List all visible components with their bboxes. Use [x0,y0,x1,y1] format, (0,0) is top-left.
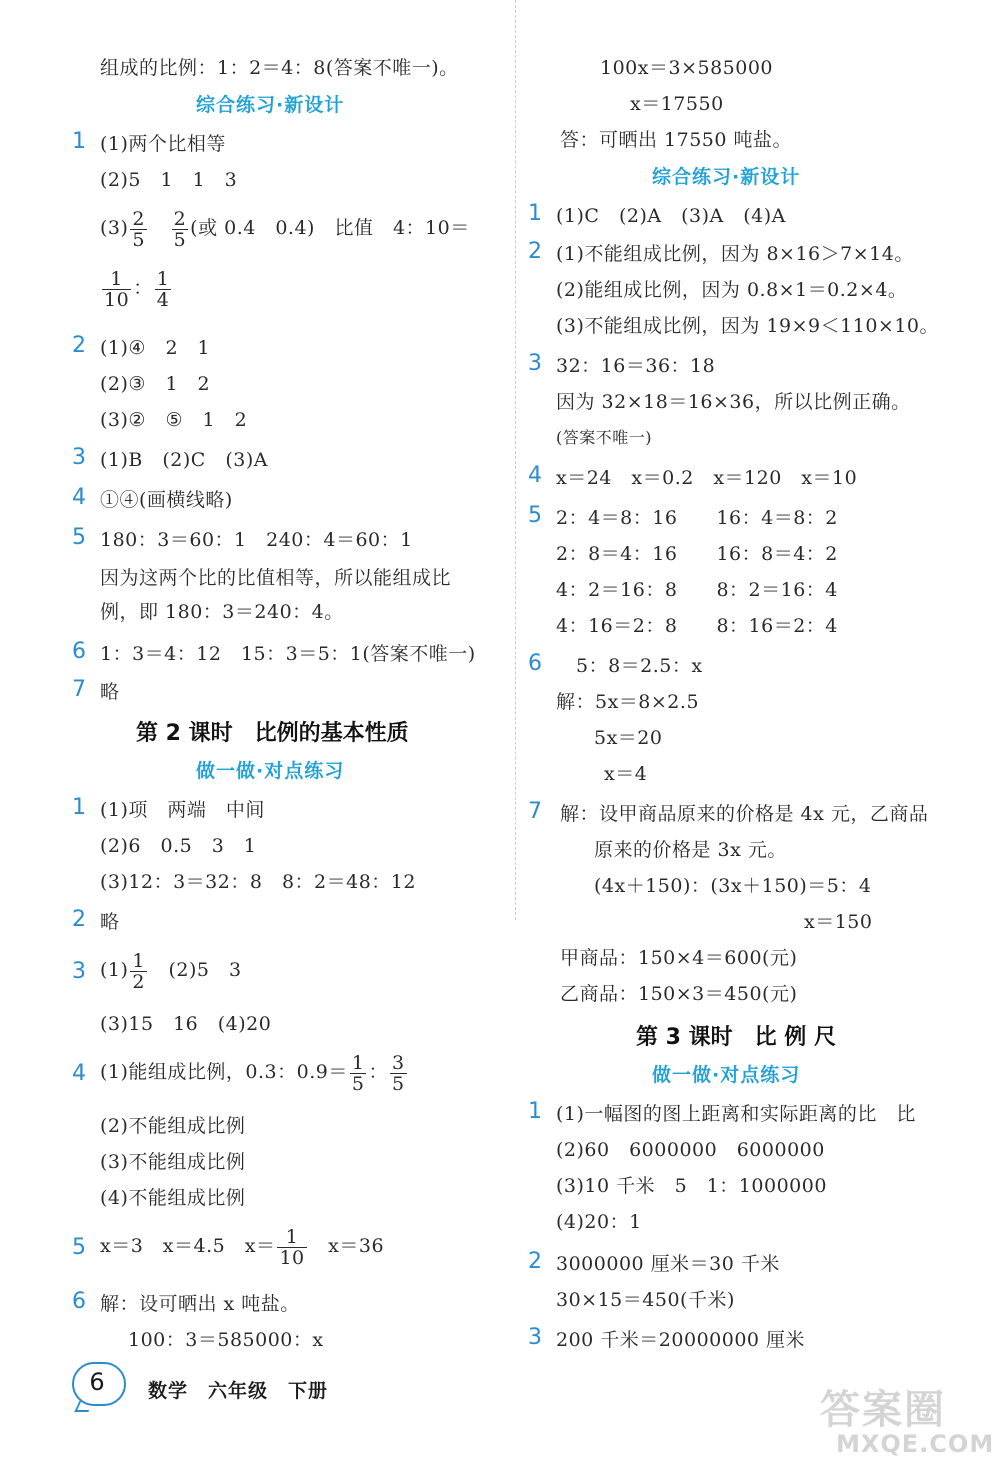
answer-line: (4)不能组成比例 [100,1187,246,1209]
answer-line: 因为 32×18＝16×36，所以比例正确。 [556,391,911,413]
question-number: 2 [528,239,542,264]
answer-line: (1)B (2)C (3)A [100,449,268,471]
answer-line: 2：8＝4：16 16：8＝4：2 [556,543,838,565]
question-number: 5 [528,503,542,528]
answer-line: x＝3 x＝4.5 x＝ $\frac{1}{10}$ x＝36 [100,1225,385,1269]
question-number: 3 [528,351,542,376]
answer-line: 5x＝20 [594,727,663,749]
section-heading: 做一做·对点练习 [652,1064,801,1086]
answer-line: 略 [100,681,120,703]
question-number: 6 [72,639,86,664]
answer-line: 200 千米＝20000000 厘米 [556,1329,806,1351]
answer-line: 32：16＝36：18 [556,355,716,377]
answer-line: 甲商品：150×4＝600(元) [560,947,798,969]
answer-line: (2)5 1 1 3 [100,169,238,191]
answer-line: 4：2＝16：8 8：2＝16：4 [556,579,838,601]
answer-line: 乙商品：150×3＝450(元) [560,983,798,1005]
answer-line: 5：8＝2.5：x [576,655,703,677]
answer-line: (1)C (2)A (3)A (4)A [556,205,786,227]
answer-line: (3)12：3＝32：8 8：2＝48：12 [100,871,416,893]
answer-line: (3) $\frac{2}{5}$ $\frac{2}{5}$ (或 0.4 0.4) 比值 4：10＝ [100,207,470,251]
question-number: 4 [72,1061,86,1086]
question-number: 3 [528,1325,542,1350]
answer-line: (2)不能组成比例 [100,1115,246,1137]
answer-line: (3)15 16 (4)20 [100,1013,272,1035]
answer-line: (1)一幅图的图上距离和实际距离的比 比 [556,1103,916,1125]
question-number: 6 [72,1289,86,1314]
answer-line: (1)④ 2 1 [100,337,211,359]
answer-line: 30×15＝450(千米) [556,1289,735,1311]
answer-line: (答案不唯一) [556,428,652,447]
answer-line: 解：设可晒出 x 吨盐。 [100,1293,300,1315]
question-number: 3 [72,959,86,984]
fraction: $\frac{1}{10}$ [104,267,130,311]
column-divider [515,0,516,920]
answer-line: (1)不能组成比例，因为 8×16＞7×14。 [556,243,914,265]
question-number: 2 [528,1249,542,1274]
lesson-title: 第 2 课时 比例的基本性质 [136,721,409,746]
answer-line: x＝17550 [630,93,724,115]
answer-line: (2)③ 1 2 [100,373,211,395]
answer-line: x＝4 [604,763,648,785]
fraction: $\frac{1}{5}$ [351,1051,365,1095]
answer-line: 3000000 厘米＝30 千米 [556,1253,780,1275]
answer-line: 2：4＝8：16 16：4＝8：2 [556,507,838,529]
answer-line: (2)60 6000000 6000000 [556,1139,825,1161]
answer-line: (3)不能组成比例 [100,1151,246,1173]
text-line: 组成的比例：1：2＝4：8(答案不唯一)。 [100,57,459,79]
section-heading: 做一做·对点练习 [196,760,345,782]
answer-line: 原来的价格是 3x 元。 [594,839,787,861]
page-number: 6 [89,1368,105,1396]
question-number: 2 [72,907,86,932]
answer-line: 因为这两个比的比值相等，所以能组成比 [100,567,452,589]
question-number: 1 [72,795,86,820]
question-number: 1 [528,1099,542,1124]
fraction: $\frac{1}{10}$ [279,1225,305,1269]
answer-line: (3)② ⑤ 1 2 [100,409,248,431]
question-number: 7 [528,799,542,824]
answer-line: (4)20：1 [556,1211,642,1233]
answer-line: 100x＝3×585000 [600,57,774,79]
answer-line: ①④(画横线略) [100,489,233,511]
answer-line: (1) $\frac{1}{2}$ (2)5 3 [100,949,242,993]
answer-line: (2)能组成比例，因为 0.8×1＝0.2×4。 [556,279,908,301]
question-number: 3 [72,445,86,470]
fraction: $\frac{1}{2}$ [132,949,146,993]
question-number: 5 [72,525,86,550]
answer-line: 解：5x＝8×2.5 [556,691,700,713]
watermark-url: MXQE.COM [836,1430,995,1458]
question-number: 1 [528,201,542,226]
answer-line: 180：3＝60：1 240：4＝60：1 [100,529,413,551]
answer-line: 1：3＝4：12 15：3＝5：1(答案不唯一) [100,643,476,665]
question-number: 4 [72,485,86,510]
answer-line: 解：设甲商品原来的价格是 4x 元，乙商品 [560,803,929,825]
question-number: 6 [528,651,542,676]
answer-line: (3)10 千米 5 1：1000000 [556,1175,827,1197]
answer-line: x＝24 x＝0.2 x＝120 x＝10 [556,467,858,489]
answer-line: (2)6 0.5 3 1 [100,835,257,857]
question-number: 1 [72,129,86,154]
answer-line: x＝150 [804,911,873,933]
section-heading: 综合练习·新设计 [196,94,345,116]
question-number: 2 [72,333,86,358]
fraction: $\frac{2}{5}$ [132,207,146,251]
answer-line: (1)项 两端 中间 [100,799,265,821]
watermark-logo: 答案圈 [820,1387,946,1433]
book-title: 数学 六年级 下册 [148,1380,329,1402]
section-heading: 综合练习·新设计 [652,166,801,188]
question-number: 5 [72,1235,86,1260]
question-number: 4 [528,463,542,488]
lesson-title: 第 3 课时 比 例 尺 [636,1025,836,1050]
answer-line: 100：3＝585000：x [128,1329,324,1351]
fraction: $\frac{2}{5}$ [173,207,187,251]
answer-line: $\frac{1}{10}$ ： $\frac{1}{4}$ [104,267,170,311]
answer-line: 4：16＝2：8 8：16＝2：4 [556,615,838,637]
fraction: $\frac{1}{4}$ [156,267,170,311]
answer-line: (3)不能组成比例，因为 19×9＜110×10。 [556,315,940,337]
answer-line: (4x＋150)：(3x＋150)＝5：4 [594,875,872,897]
answer-line: 略 [100,911,120,933]
answer-line: 答：可晒出 17550 吨盐。 [560,129,793,151]
fraction: $\frac{3}{5}$ [391,1051,405,1095]
answer-line: (1)两个比相等 [100,133,226,155]
question-number: 7 [72,677,86,702]
answer-line: 例，即 180：3＝240：4。 [100,601,344,623]
answer-line: (1)能组成比例，0.3：0.9＝ $\frac{1}{5}$ ： $\frac{3}{5}$ [100,1051,405,1095]
